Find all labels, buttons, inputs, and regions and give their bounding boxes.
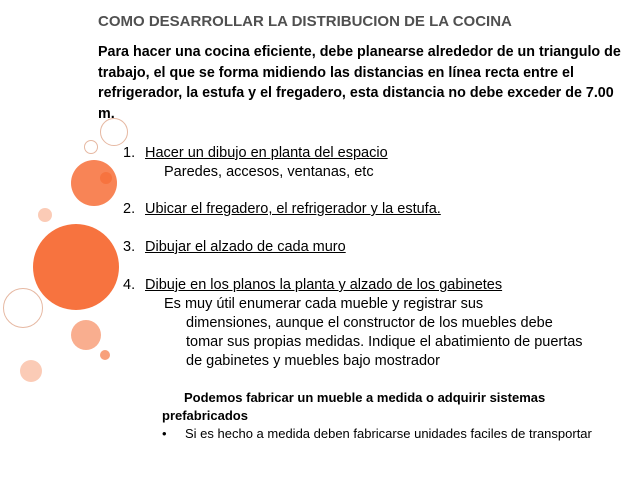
step-1-detail: Paredes, accesos, ventanas, etc (164, 164, 374, 180)
step-text: Dibuje en los planos la planta y alzado de los gabinetes (145, 277, 503, 293)
note-title (162, 389, 602, 425)
decorative-circle (38, 208, 52, 222)
step-2 (123, 200, 441, 219)
decorative-circle (20, 360, 42, 382)
step-number: 1. (123, 145, 136, 161)
step-3 (123, 238, 346, 257)
step-number: 2. (123, 201, 136, 217)
slide-title: COMO DESARROLLAR LA DISTRIBUCION DE LA COCINA (98, 13, 512, 30)
step-4-detail-line: tomar sus propias medidas. Indique el abatimiento de puertas (186, 334, 583, 350)
decorative-circle (71, 320, 101, 350)
decorative-circle (71, 160, 117, 206)
decorative-circle (100, 172, 112, 184)
decorative-circle (100, 350, 110, 360)
step-text: Ubicar el fregadero, el refrigerador y la estufa. (145, 201, 441, 217)
step-number: 4. (123, 277, 136, 293)
bullet-symbol: • (162, 426, 167, 441)
intro-paragraph: Para hacer una cocina eficiente, debe planearse alrededor de un triangulo de trabajo, el que se forma midiendo las distancias en línea recta entre el refrigerador, la estufa y el fregadero, esta distancia no debe exceder de 7.00 m. (98, 44, 621, 122)
decorative-circle-large (33, 224, 119, 310)
decorative-ring (3, 288, 43, 328)
step-1 (123, 144, 388, 163)
bullet-text: Si es hecho a medida deben fabricarse unidades faciles de transportar (185, 426, 592, 441)
step-text: Hacer un dibujo en planta del espacio (145, 145, 388, 161)
decorative-ring (84, 140, 98, 154)
step-text: Dibujar el alzado de cada muro (145, 239, 346, 255)
step-4-detail-line: dimensiones, aunque el constructor de los muebles debe (186, 315, 553, 331)
note-bullet (162, 426, 592, 441)
step-number: 3. (123, 239, 136, 255)
step-4-detail-line: de gabinetes y muebles bajo mostrador (186, 353, 440, 369)
step-4-detail-line: Es muy útil enumerar cada mueble y registrar sus (164, 296, 484, 312)
step-4 (123, 276, 502, 295)
note-title-text: Podemos fabricar un mueble a medida o adquirir sistemas prefabricados (162, 390, 546, 423)
